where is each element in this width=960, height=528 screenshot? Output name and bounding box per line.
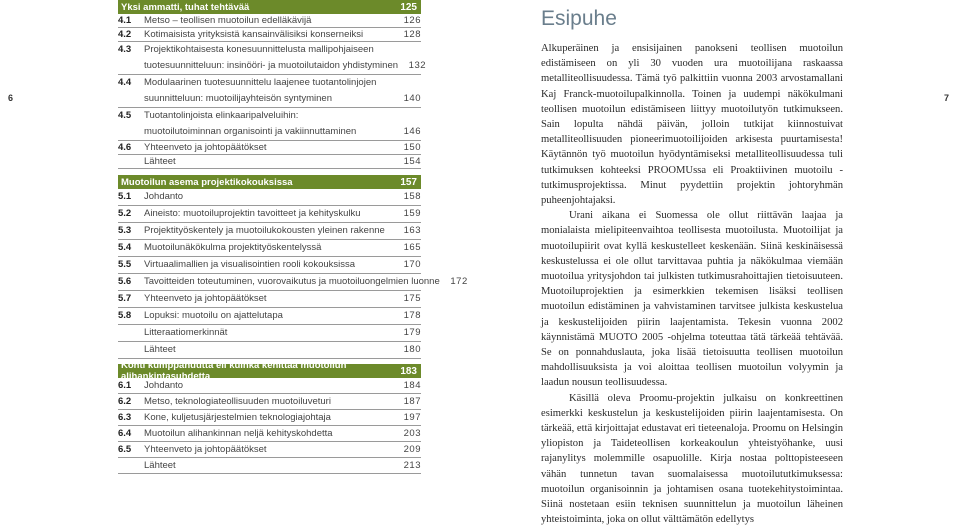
toc-entry [118, 458, 421, 474]
toc-entry-number: 6.1 [118, 380, 132, 391]
toc-entry [118, 189, 421, 206]
toc-entry-page: 126 [403, 15, 421, 26]
toc-entry-number: 4.4 [118, 77, 132, 88]
toc-entry-title: Metso – teollisen muotoilun edelläkävijä [144, 15, 312, 26]
toc-entry [118, 291, 421, 308]
toc-entry-title: Lähteet [144, 344, 176, 355]
toc-entry-number: 4.1 [118, 15, 132, 26]
page-number-left: 6 [8, 93, 14, 103]
toc-entry [118, 141, 421, 155]
foreword [541, 0, 843, 528]
toc-entry-title: Lopuksi: muotoilu on ajattelutapa [144, 310, 283, 321]
foreword-paragraph: Käsillä oleva Proomu-projektin julkaisu on konkreettinen esimerkki keskustelun ja keskustelijoiden piirin laajentamisesta. On tärkeää, että kirjoittajat edustavat eri tieteenaloja. Proomu on Helsingin yliopiston ja Taideteollisen korkeakoulun yhteistyöhanke, uusi rajanylitys molemmille osapuolille. Kirja nostaa polttopisteeseen vähän tunnetun tavan suomalaisessa muotoilututkimuksessa: muotoilun organisoinnin ja johtamisen osana tuotekehitystoimintaa. Siinä nostetaan esiin teknisen suunnittelun ja muotoilun läheinen yhteistoiminta, joka on ollut välttämätön edellytys [541, 392, 843, 526]
toc-entry-title: Yhteenveto ja johtopäätökset [144, 142, 267, 153]
toc-entry-title: Muotoilunäkökulma projektityöskentelyssä [144, 242, 322, 253]
toc-entry-number: 6.3 [118, 412, 132, 423]
toc-entry-title: suunnitteluun: muotoilijayhteisön syntyminen [144, 93, 332, 104]
toc-entry-page: 213 [403, 460, 421, 471]
toc-entry-page: 180 [403, 344, 421, 355]
toc-entry [118, 342, 421, 359]
toc-entry-title: Yhteenveto ja johtopäätökset [144, 293, 267, 304]
toc-entry [118, 308, 421, 325]
toc-entry-title: Lähteet [144, 460, 176, 471]
chapter-title: Yksi ammatti, tuhat tehtävää [121, 1, 250, 13]
toc-chapter-banner [118, 175, 421, 189]
toc-entry-number: 5.6 [118, 276, 132, 287]
toc-entry [118, 442, 421, 458]
toc-entry-title: Lähteet [144, 156, 176, 167]
toc-entry-number: 6.5 [118, 444, 132, 455]
foreword-paragraph: Alkuperäinen ja ensisijainen panokseni teollisen muotoilun edistämiseen on yli 30 vuoden ura muotoilijana raskaassa metalliteollisuudessa. Tämä työ palkittiin vuonna 2003 arvostamallani Kaj Franck-muotoilupalkinnolla. Toinen ja uudempi näkökulmani teollisen muotoilun edistämiseen liittyy muotoilutyön tutkimukseen. Sain lopulta nähdä päivän, jolloin tutkijat kiinnostuivat metalliteollisuuden pioneerimuotoilijoiden arkisesta puurtamisesta! Käytännön työ muotoilun hyödyntämiseksi metalliteollisuudessa tuli tutkimuksen kohteeksi PROOMUssa eli Proaktiivinen muotoilu -tutkimusprojektissa. Minut pyydettiin projektin johtoryhmän puheenjohtajaksi. [541, 43, 843, 207]
toc-chapter-banner [118, 360, 421, 382]
toc-entry-title: Virtuaalimallien ja visualisointien rooli kokouksissa [144, 259, 356, 270]
toc-entry [118, 257, 421, 274]
toc-entry [118, 223, 421, 240]
foreword-paragraph: Urani aikana ei Suomessa ole ollut riittävän laajaa ja monialaista mielipiteenvaihtoa teollisesta muotoilusta. Muotoilijat ja muotoilupiirit ovat kyllä keskustelleet keskenään. Siinä keskinäisessä keskustelussa ei ole ollut tarvittavaa puhtia ja näkökulmaa viemään muotoilua yritysjohdon tai julkisten tutkimusrahoittajien tietoisuuteen. Muotoiluprojektien ja esimerkkien tekemisen lisäksi teollisen muotoilun edistäminen ja vahvistaminen tarvitsee julkista keskustelua ja keskustelijoiden piirin laajentamista. Tekesin vuonna 2002 käynnistämä MUOTO 2005 -ohjelma toteuttaa tätä tärkeää tehtävää. Se on ponnahduslauta, joka lisää tietoisuutta teollisen muotoilun mahdollisuuksista ja voi aloittaa teollisen muotoilun volyymin ja laadun nousun teollisuudessa. [541, 210, 843, 389]
toc-entry-page: 154 [403, 156, 421, 167]
toc-entry [118, 75, 421, 108]
toc-entry [118, 28, 421, 42]
chapter-page: 125 [400, 1, 417, 13]
toc-entry-page: 184 [403, 380, 421, 391]
toc-entry [118, 42, 427, 75]
toc-entry [118, 410, 421, 426]
toc-entry-page: 158 [403, 191, 421, 202]
toc-entry-title: Litteraatiomerkinnät [144, 327, 228, 338]
toc-entry-number: 5.5 [118, 259, 132, 270]
toc-entry-number: 5.2 [118, 208, 132, 219]
toc-entry-page: 132 [408, 60, 427, 71]
toc-entry [118, 378, 421, 394]
toc-entry-title-line: Projektikohtaisesta konesuunnittelusta mallipohjaiseen [144, 44, 374, 55]
toc-entry [118, 155, 421, 169]
toc-entry [118, 394, 421, 410]
toc-entry-page: 159 [403, 208, 421, 219]
toc-entry-title-line: Modulaarinen tuotesuunnittelu laajenee tuotantolinjojen [144, 77, 377, 88]
toc-entry [118, 274, 468, 291]
chapter-page: 183 [400, 365, 417, 377]
page-number-right: 7 [944, 93, 950, 103]
toc-entry-page: 140 [403, 93, 421, 104]
foreword-heading: Esipuhe [541, 7, 617, 30]
toc-entry [118, 325, 421, 342]
toc-entry-number: 6.2 [118, 396, 132, 407]
chapter-title: Muotoilun asema projektikokouksissa [121, 176, 293, 188]
toc-entry-number: 5.7 [118, 293, 132, 304]
toc-entry-number: 5.8 [118, 310, 132, 321]
toc-entry [118, 240, 421, 257]
toc-entry-title: Tavoitteiden toteutuminen, vuorovaikutus ja muotoiluongelmien luonne [144, 276, 440, 287]
chapter-title: Kohti kumppanuutta eli kuinka kehittää muotoilun alihankintasuhdetta [121, 360, 347, 382]
toc-entry [118, 206, 421, 223]
toc-entry-title: Johdanto [144, 191, 184, 202]
toc-entry-page: 170 [403, 259, 421, 270]
toc-entry-title: tuotesuunnitteluun: insinööri- ja muotoilutaidon yhdistyminen [144, 60, 399, 71]
toc-entry-title: Projektityöskentely ja muotoilukokousten yleinen rakenne [144, 225, 385, 236]
toc-entry-title: Metso, teknologiateollisuuden muotoiluveturi [144, 396, 331, 407]
toc-entry-title-line: Tuotantolinjoista elinkaaripalveluihin: [144, 110, 299, 121]
toc-entry-title: Kone, kuljetusjärjestelmien teknologiajohtaja [144, 412, 331, 423]
chapter-page: 157 [400, 176, 417, 188]
toc-entry-title: muotoilutoiminnan organisointi ja vakiinnuttaminen [144, 126, 357, 137]
toc-entry-page: 178 [403, 310, 421, 321]
toc-entry-page: 150 [403, 142, 421, 153]
toc-entry-page: 197 [403, 412, 421, 423]
toc-entry-page: 179 [403, 327, 421, 338]
toc-entry-number: 4.5 [118, 110, 132, 121]
toc-entry-title: Muotoilun alihankinnan neljä kehityskohdetta [144, 428, 333, 439]
table-of-contents [118, 0, 468, 474]
toc-entry-number: 4.3 [118, 44, 132, 55]
toc-entry-title: Aineisto: muotoiluprojektin tavoitteet ja kehityskulku [144, 208, 361, 219]
toc-entry-page: 209 [403, 444, 421, 455]
toc-entry-page: 146 [403, 126, 421, 137]
toc-entry-number: 6.4 [118, 428, 132, 439]
toc-entry [118, 108, 421, 141]
toc-entry-number: 4.6 [118, 142, 132, 153]
toc-entry-title: Kotimaisista yrityksistä kansainvälisiksi konserneiksi [144, 29, 364, 40]
toc-entry-page: 203 [403, 428, 421, 439]
toc-entry [118, 426, 421, 442]
toc-entry-page: 187 [403, 396, 421, 407]
toc-entry-title: Johdanto [144, 380, 184, 391]
toc-entry-number: 5.1 [118, 191, 132, 202]
toc-entry-page: 172 [450, 276, 468, 287]
toc-entry-page: 165 [403, 242, 421, 253]
toc-entry-number: 5.3 [118, 225, 132, 236]
toc-entry-number: 5.4 [118, 242, 132, 253]
toc-entry [118, 14, 421, 28]
toc-entry-title: Yhteenveto ja johtopäätökset [144, 444, 267, 455]
toc-entry-number: 4.2 [118, 29, 132, 40]
toc-entry-page: 128 [403, 29, 421, 40]
toc-chapter-banner [118, 0, 421, 14]
toc-entry-page: 163 [403, 225, 421, 236]
toc-entry-page: 175 [403, 293, 421, 304]
